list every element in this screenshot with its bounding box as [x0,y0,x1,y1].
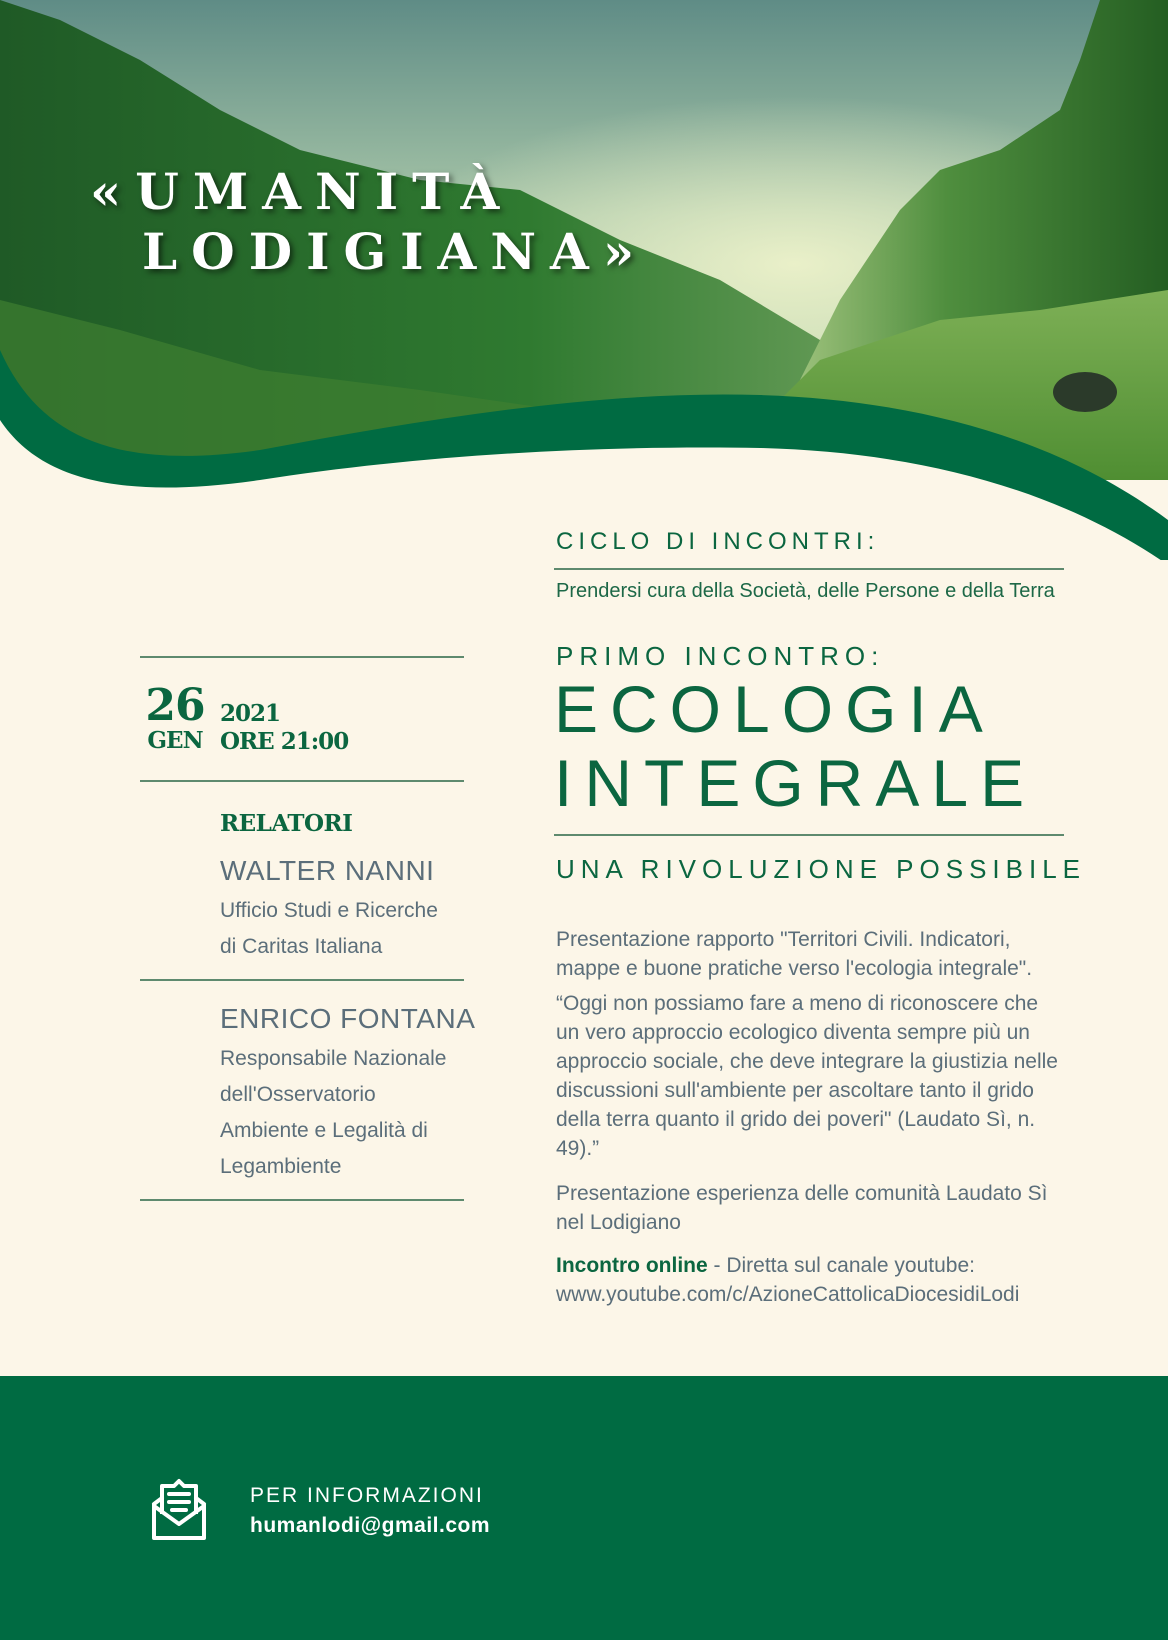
date-year-time [220,700,348,756]
divider [554,834,1064,836]
speaker-role-line: di Caritas Italiana [220,935,383,958]
series-eyebrow: CICLO DI INCONTRI: [556,528,880,555]
speaker-name: WALTER NANNI [220,855,435,886]
series-title-line2: LODIGIANA» [142,222,649,281]
hero-banner [0,0,1168,560]
event-details [140,656,476,1201]
event-time: ORE 21:00 [220,728,349,755]
meeting-eyebrow: PRIMO INCONTRO: [556,641,885,671]
speaker-role [220,893,464,965]
divider [140,1199,464,1201]
online-label: Incontro online [556,1254,708,1277]
divider [140,780,464,782]
divider [554,568,1064,570]
date-month: GEN [147,727,203,754]
speaker-role-line: Ufficio Studi e Ricerche [220,899,438,922]
series-subtitle: Prendersi cura della Società, delle Persone e della Terra [556,580,1055,602]
speakers-section [140,810,476,1201]
footer-contact [0,1376,1168,1640]
series-title [90,162,648,282]
speaker-2 [220,1003,476,1185]
contact-info [250,1484,490,1538]
meeting-title-line2: INTEGRALE [554,746,1037,820]
date-year: 2021 [220,700,281,727]
youtube-link[interactable]: www.youtube.com/c/AzioneCattolicaDiocesidiLodi [556,1283,1020,1306]
date-day: 26 [145,680,205,731]
description-paragraph: Presentazione rapporto "Territori Civili. Indicatori, mappe e buone pratiche verso l'ecologia integrale". [556,928,1033,980]
quote-paragraph: “Oggi non possiamo fare a meno di riconoscere che un vero approccio ecologico diventa sempre più un approccio sociale, che deve integrare la giustizia nelle discussioni sull'ambiente per ascoltare tanto il grido della terra quanto il grido dei poveri" (Laudato Sì, n. 49).” [556,992,1058,1160]
event-date [140,658,464,780]
description-paragraph: Presentazione esperienza delle comunità Laudato Sì nel Lodigiano [556,1182,1048,1234]
speakers-label: RELATORI [220,810,353,837]
contact-label: PER INFORMAZIONI [250,1484,484,1507]
meeting-info [554,528,1086,1309]
speaker-role-line: dell'Osservatorio [220,1083,376,1106]
speaker-role-line: Responsabile Nazionale [220,1047,447,1070]
contact-email[interactable]: humanlodi@gmail.com [250,1514,490,1537]
speaker-role-line: Ambiente e Legalità di [220,1119,428,1142]
date-day-month [144,680,206,754]
speaker-role [220,1041,464,1185]
speaker-role-line: Legambiente [220,1155,342,1178]
divider [140,979,464,981]
online-text: - Diretta sul canale youtube: [707,1254,975,1277]
meeting-title [554,672,1064,820]
online-info [554,1251,1064,1309]
envelope-letter-icon [146,1478,212,1544]
speaker-1 [220,855,464,965]
meeting-title-line1: ECOLOGIA [554,672,995,746]
speaker-name: ENRICO FONTANA [220,1003,476,1034]
meeting-tagline: UNA RIVOLUZIONE POSSIBILE [556,854,1086,884]
series-title-line1: «UMANITÀ [90,162,514,221]
